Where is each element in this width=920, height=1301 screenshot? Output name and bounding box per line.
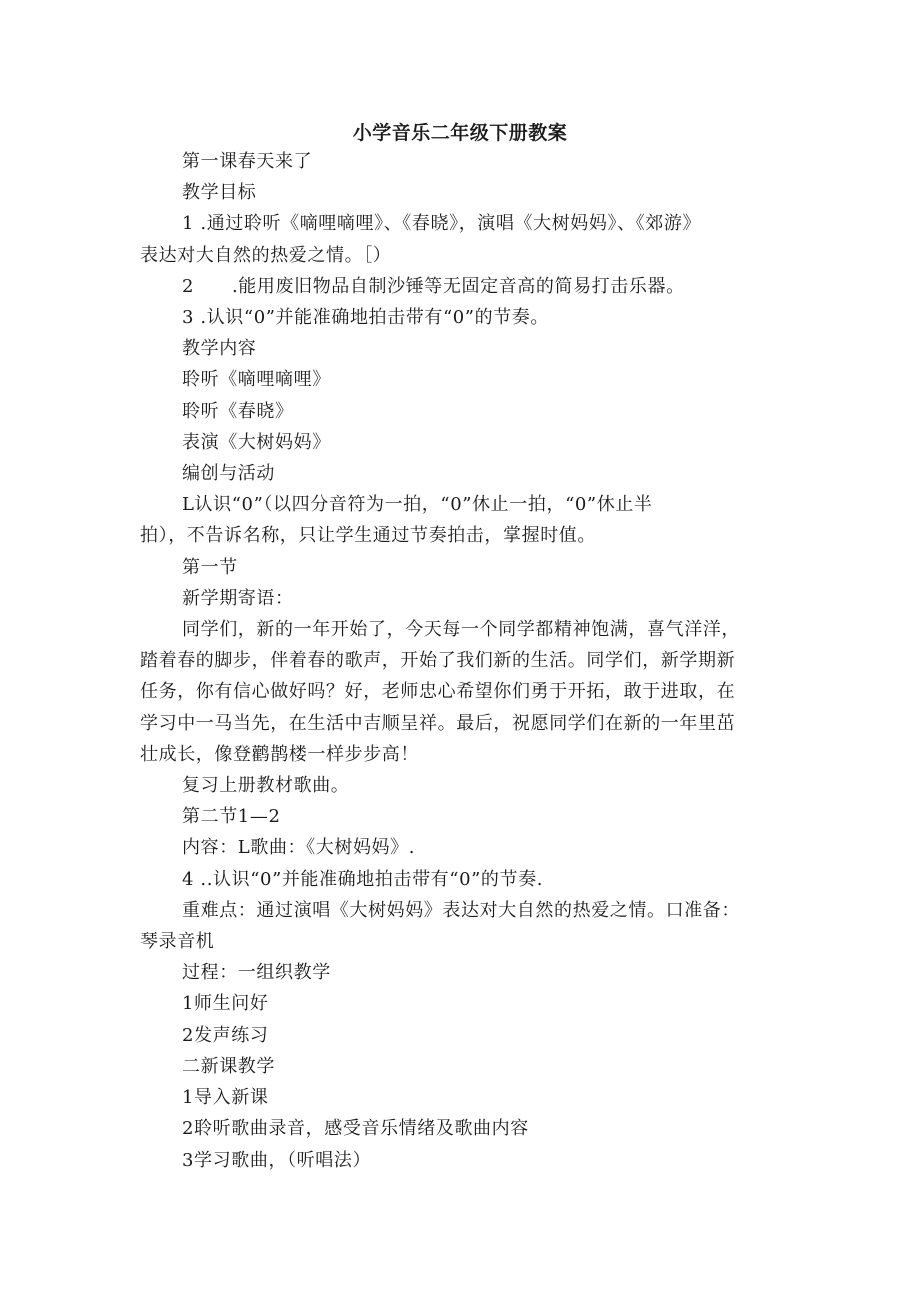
process-step: 1师生问好 bbox=[182, 993, 269, 1015]
process-step: 3学习歌曲，（听唱法） bbox=[182, 1149, 372, 1171]
greeting-paragraph-line: 学习中一马当先，在生活中吉顺呈祥。最后，祝愿同学们在新的一年里茁 bbox=[140, 712, 736, 734]
activity-line-2: 拍），不告诉名称，只让学生通过节奏拍击，掌握时值。 bbox=[140, 525, 596, 547]
greeting-paragraph-line: 壮成长，像登鹳鹊楼一样步步高！ bbox=[140, 743, 419, 765]
greeting-paragraph-line: 任务，你有信心做好吗？好，老师忠心希望你们勇于开拓，敢于进取，在 bbox=[140, 681, 736, 703]
process-step: 2发声练习 bbox=[182, 1024, 269, 1046]
section-heading-content: 教学内容 bbox=[182, 338, 257, 360]
section-heading-objectives: 教学目标 bbox=[182, 182, 257, 204]
content-item: 聆听《嘀哩嘀哩》 bbox=[182, 369, 331, 391]
document-title: 小学音乐二年级下册教案 bbox=[352, 122, 568, 144]
activity-line-1: L认识“0”（以四分音符为一拍，“0”休止一拍，“0”休止半 bbox=[182, 494, 653, 516]
content-line: 4 ..认识“0”并能准确地拍击带有“0”的节奏. bbox=[182, 868, 544, 890]
key-points-line-1: 重难点：通过演唱《大树妈妈》表达对大自然的热爱之情。口准备： bbox=[182, 899, 740, 921]
section-heading-second: 第二节1—2 bbox=[182, 806, 281, 828]
objective-3: 3 .认识“0”并能准确地拍击带有“0”的节奏。 bbox=[182, 307, 550, 329]
greeting-paragraph-line: 踏着春的脚步，伴着春的歌声，开始了我们新的生活。同学们，新学期新 bbox=[140, 650, 736, 672]
objective-1-line-2: 表达对大自然的热爱之情。［） bbox=[140, 244, 392, 266]
content-item: 聆听《春晓》 bbox=[182, 400, 294, 422]
content-item: 表演《大树妈妈》 bbox=[182, 431, 331, 453]
content-line: 内容：L歌曲：《大树妈妈》. bbox=[182, 837, 416, 859]
document-body bbox=[140, 146, 790, 1176]
objective-2: 2 .能用废旧物品自制沙锤等无固定音高的简易打击乐器。 bbox=[182, 275, 685, 297]
greeting-paragraph-line: 同学们，新的一年开始了，今天每一个同学都精神饱满，喜气洋洋， bbox=[182, 619, 740, 641]
process-step: 1导入新课 bbox=[182, 1087, 269, 1109]
section-heading-first: 第一节 bbox=[182, 556, 238, 578]
review-line: 复习上册教材歌曲。 bbox=[182, 775, 350, 797]
key-points-line-2: 琴录音机 bbox=[140, 931, 215, 953]
process-line: 过程：一组织教学 bbox=[182, 962, 331, 984]
greeting-heading: 新学期寄语： bbox=[182, 587, 294, 609]
process-step: 2聆听歌曲录音，感受音乐情绪及歌曲内容 bbox=[182, 1118, 529, 1140]
process-heading: 二新课教学 bbox=[182, 1055, 275, 1077]
objective-1-line-1: 1 .通过聆听《嘀哩嘀哩》、《春晓》，演唱《大树妈妈》、《郊游》 bbox=[182, 213, 702, 235]
lesson-heading: 第一课春天来了 bbox=[182, 151, 313, 172]
content-item: 编创与活动 bbox=[182, 463, 275, 485]
